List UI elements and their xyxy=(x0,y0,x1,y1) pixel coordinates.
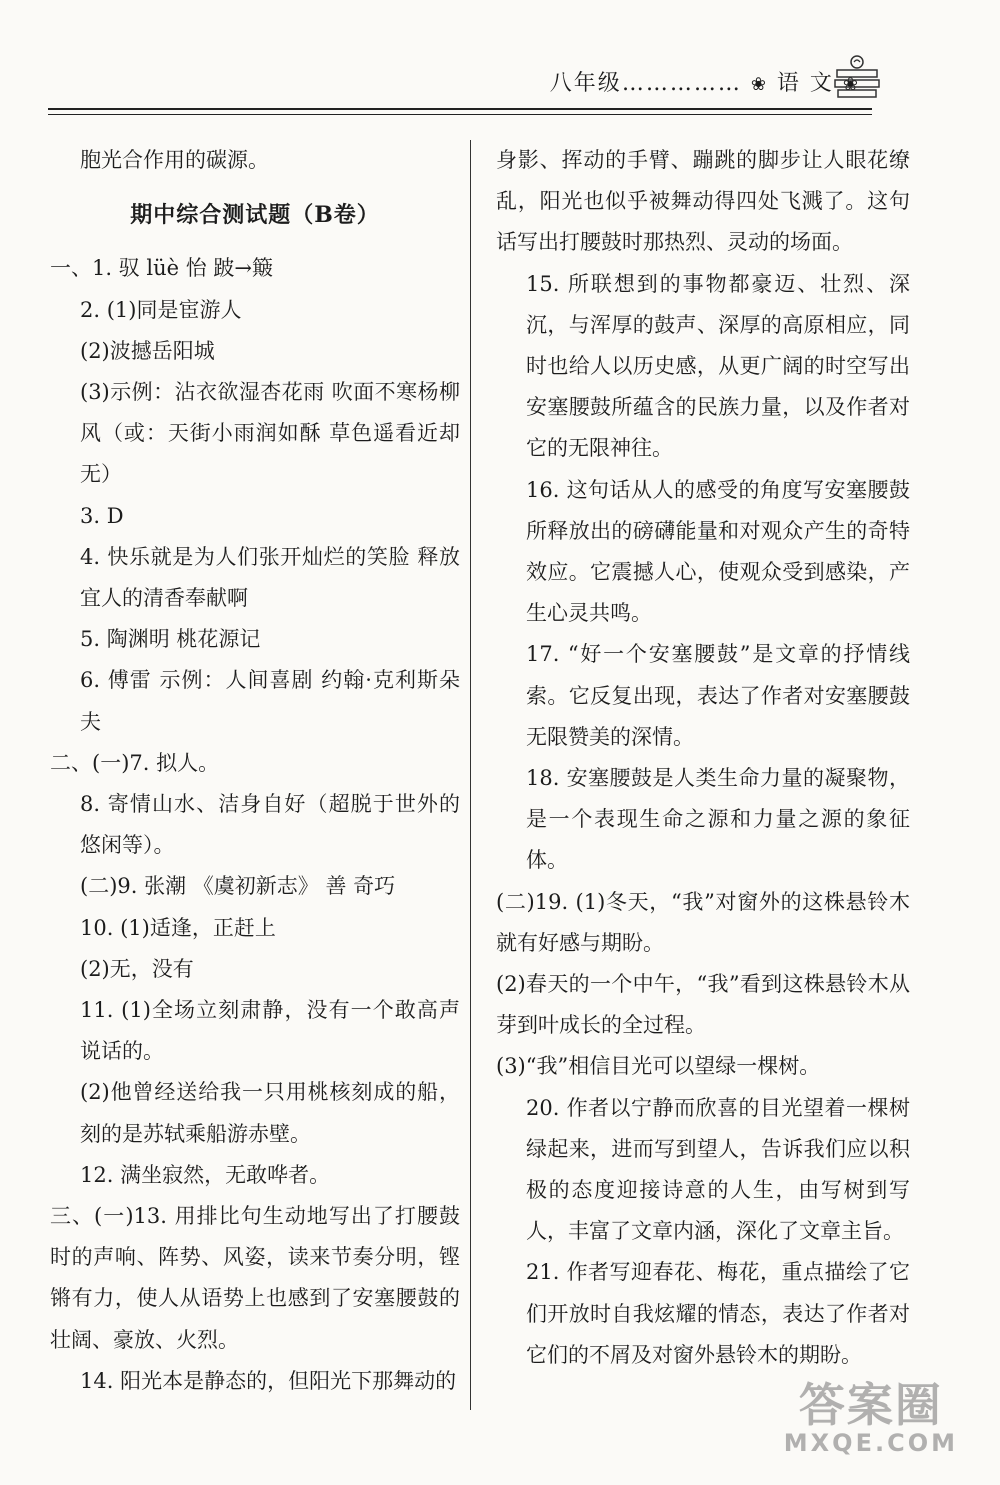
answer-11-1: 11. (1)全场立刻肃静，没有一个敢高声说话的。 xyxy=(80,998,460,1064)
answer-8: 8. 寄情山水、洁身自好（超脱于世外的悠闲等）。 xyxy=(80,792,460,858)
subject-label: 语 文 xyxy=(776,71,834,96)
answer-continuation: 胞光合作用的碳源。 xyxy=(80,148,269,172)
answer-2-3: (3)示例：沾衣欲湿杏花雨 吹面不寒杨柳风（或：天街小雨润如酥 草色遥看近却无） xyxy=(80,380,460,487)
answer-9: (二)9. 张潮 《虞初新志》 善 奇巧 xyxy=(80,874,396,899)
answer-17: 17. “好一个安塞腰鼓”是文章的抒情线索。它反复出现，表达了作者对安塞腰鼓无限赞美的深情。 xyxy=(526,642,910,749)
flower-ornament-icon: ❀ xyxy=(842,74,860,95)
answer-7: 二、(一)7. 拟人。 xyxy=(50,750,220,775)
watermark-logo xyxy=(784,1369,958,1457)
answer-4: 4. 快乐就是为人们张开灿烂的笑脸 释放宜人的清香奉献啊 xyxy=(80,544,460,611)
section-title: 期中综合测试题（B卷） xyxy=(130,202,380,229)
answer-2-1: 2. (1)同是宦游人 xyxy=(80,297,242,322)
answer-5: 5. 陶渊明 桃花源记 xyxy=(80,627,261,652)
answer-3: 3. D xyxy=(80,503,124,528)
answer-15: 15. 所联想到的事物都豪迈、壮烈、深沉，与浑厚的鼓声、深厚的高原相应，同时也给人以历史感，从更广阔的时空写出安塞腰鼓所蕴含的民族力量，以及作者对它的无限神往。 xyxy=(526,271,910,461)
answer-19-2: (2)春天的一个中午，“我”看到这株悬铃木从芽到叶成长的全过程。 xyxy=(496,972,910,1038)
answer-10-2: (2)无，没有 xyxy=(80,956,194,981)
header-rule xyxy=(48,108,872,110)
flower-ornament-icon: ❀ xyxy=(750,74,768,95)
answer-1: 一、1. 驭 lüè 怡 跛→簸 xyxy=(50,256,274,281)
watermark-url: MXQE.COM xyxy=(783,1429,958,1457)
book-stack-logo-icon xyxy=(832,52,882,104)
answer-11-2: (2)他曾经送给我一只用桃核刻成的船，刻的是苏轼乘船游赤壁。 xyxy=(80,1080,460,1146)
column-divider xyxy=(470,140,471,1410)
watermark-title: 答案圈 xyxy=(798,1378,943,1432)
answer-10-1: 10. (1)适逢，正赶上 xyxy=(80,915,276,940)
answer-18: 18. 安塞腰鼓是人类生命力量的凝聚物，是一个表现生命之源和力量之源的象征体。 xyxy=(526,766,910,873)
grade-label: 八年级 xyxy=(549,71,622,96)
answer-19-1: (二)19. (1)冬天，“我”对窗外的这株悬铃木就有好感与期盼。 xyxy=(496,889,910,955)
answer-6: 6. 傅雷 示例：人间喜剧 约翰·克利斯朵夫 xyxy=(80,668,460,734)
answer-21: 21. 作者写迎春花、梅花，重点描绘了它们开放时自我炫耀的情态，表达了作者对它们的不屑及对窗外悬铃木的期盼。 xyxy=(526,1260,910,1367)
answer-20: 20. 作者以宁静而欣喜的目光望着一棵树绿起来，进而写到望人，告诉我们应以积极的态度迎接诗意的人生，由写树到写人，丰富了文章内涵，深化了文章主旨。 xyxy=(526,1095,910,1244)
answer-2-2: (2)波撼岳阳城 xyxy=(80,338,215,363)
answer-14-continuation: 身影、挥动的手臂、蹦跳的脚步让人眼花缭乱，阳光也似乎被舞动得四处飞溅了。这句话写出打腰鼓时那热烈、灵动的场面。 xyxy=(496,148,910,255)
answer-16: 16. 这句话从人的感受的角度写安塞腰鼓所释放出的磅礴能量和对观众产生的奇特效应。它震撼人心，使观众受到感染，产生心灵共鸣。 xyxy=(526,477,910,626)
answer-14: 14. 阳光本是静态的，但阳光下那舞动的 xyxy=(80,1368,457,1393)
header-dots: …………… xyxy=(621,71,742,96)
header-rule-thin xyxy=(48,114,872,115)
page-header xyxy=(550,66,860,97)
answer-13: 三、(一)13. 用排比句生动地写出了打腰鼓时的声响、阵势、风姿，读来节奏分明，铿锵有力，使人从语势上也感到了安塞腰鼓的壮阔、豪放、火烈。 xyxy=(50,1204,460,1352)
answer-19-3: (3)“我”相信目光可以望绿一棵树。 xyxy=(496,1054,821,1079)
right-column xyxy=(496,140,910,1376)
answer-12: 12. 满坐寂然，无敢哗者。 xyxy=(80,1162,331,1187)
left-column xyxy=(50,140,460,1402)
